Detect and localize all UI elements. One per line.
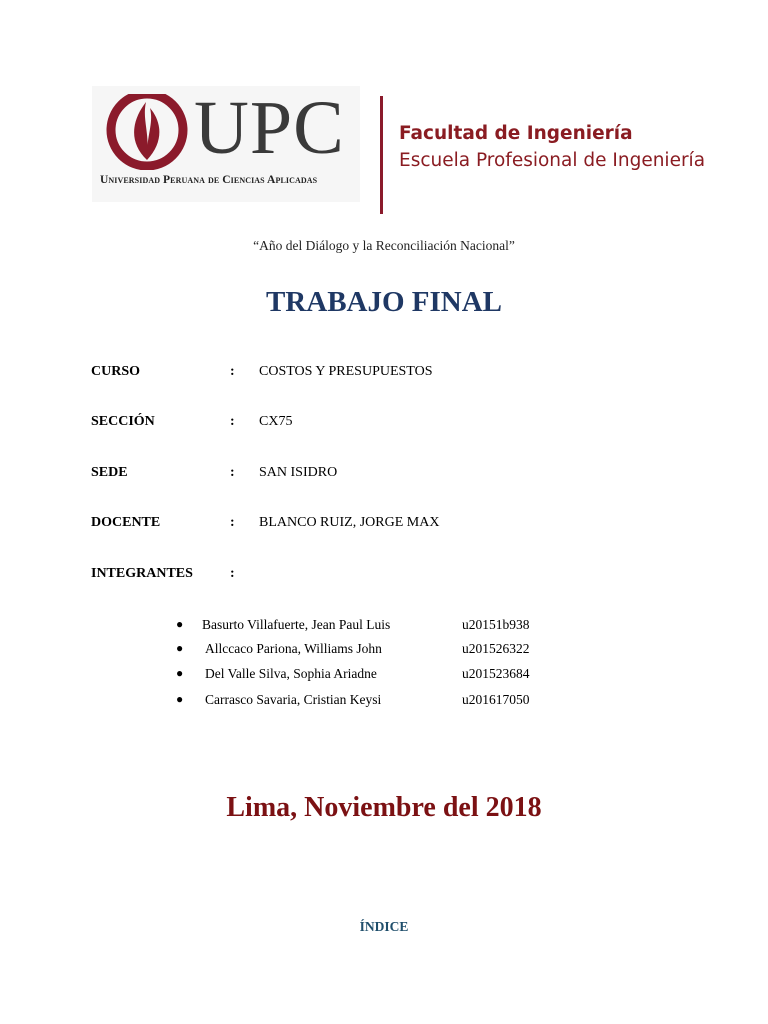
member-name: Carrasco Savaria, Cristian Keysi: [205, 692, 382, 707]
field-colon: :: [230, 465, 235, 480]
member-name: Del Valle Silva, Sophia Ariadne: [205, 666, 377, 681]
field-label: DOCENTE: [91, 515, 161, 530]
field-label: SEDE: [91, 465, 128, 480]
list-item: [0, 692, 768, 712]
school-name: Escuela Profesional de Ingeniería: [399, 150, 706, 171]
member-name: Basurto Villafuerte, Jean Paul Luis: [202, 617, 391, 632]
field-value: COSTOS Y PRESUPUESTOS: [259, 364, 433, 379]
upc-emblem-icon: [106, 90, 188, 170]
index-heading: ÍNDICE: [359, 919, 409, 934]
member-code: u201526322: [462, 641, 530, 656]
member-code: u201523684: [462, 666, 530, 681]
year-motto: “Año del Diálogo y la Reconciliación Nacional”: [253, 238, 515, 253]
field-colon: :: [230, 364, 235, 379]
header-divider: [380, 96, 383, 214]
member-code: u20151b938: [462, 617, 530, 632]
bullet-icon: ●: [176, 692, 184, 706]
field-value: CX75: [259, 414, 293, 429]
field-value: SAN ISIDRO: [259, 465, 338, 480]
field-colon: :: [230, 515, 235, 530]
field-colon: :: [230, 414, 235, 429]
field-label: INTEGRANTES: [91, 566, 193, 581]
list-item: [0, 641, 768, 661]
logo-wordmark: UPC: [194, 86, 345, 170]
university-name: Universidad Peruana de Ciencias Aplicadas: [100, 174, 318, 186]
member-name: Allccaco Pariona, Williams John: [205, 641, 382, 656]
document-title: TRABAJO FINAL: [265, 286, 503, 318]
city-date: Lima, Noviembre del 2018: [226, 792, 542, 823]
list-item: [0, 666, 768, 686]
bullet-icon: ●: [176, 641, 184, 655]
member-code: u201617050: [462, 692, 530, 707]
field-label: CURSO: [91, 364, 141, 379]
list-item: [0, 617, 768, 637]
faculty-name: Facultad de Ingeniería: [399, 123, 633, 144]
field-colon: :: [230, 566, 235, 581]
upc-logo: [92, 86, 360, 202]
field-label: SECCIÓN: [91, 414, 155, 429]
bullet-icon: ●: [176, 617, 184, 631]
field-value: BLANCO RUIZ, JORGE MAX: [259, 515, 440, 530]
bullet-icon: ●: [176, 666, 184, 680]
